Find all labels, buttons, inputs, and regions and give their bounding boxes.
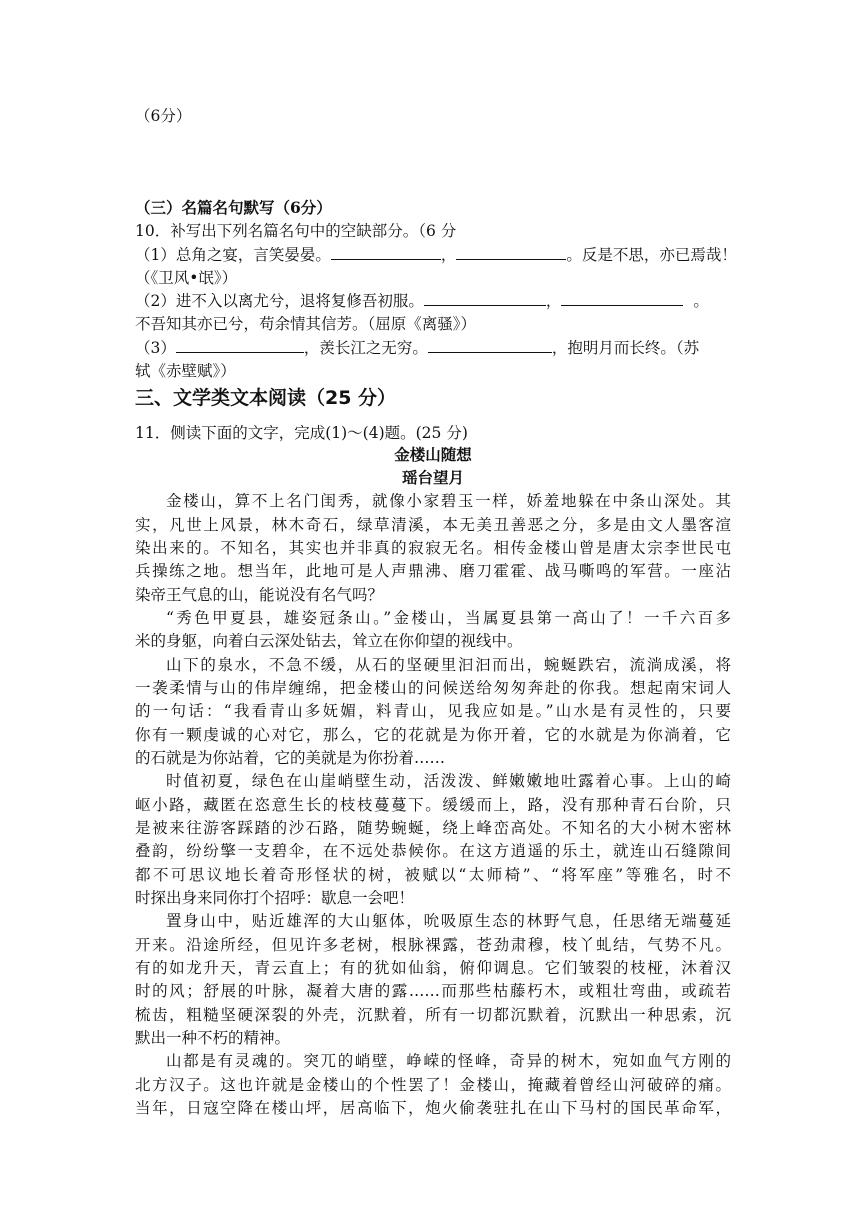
answer-blank[interactable] [424, 289, 546, 306]
article-line: 时值初夏，绿色在山崖峭壁生动，活泼泼、鲜嫩嫩地吐露着心事。上山的崎 [166, 772, 731, 790]
article-line: 都不可思议地长着奇形怪状的树，被赋以“太师椅”、“将军座”等雅名，时不 [135, 866, 731, 884]
article-line: “秀色甲夏县，雄姿冠条山。”金楼山，当属夏县第一高山了！一千六百多 [166, 609, 731, 627]
article-line: 兵操练之地。想当年，此地可是人声鼎沸、磨刀霍霍、战马嘶鸣的军营。一座沾 [135, 562, 731, 580]
article-line: 米的身躯，向着白云深处钻去，耸立在你仰望的视线中。 [135, 632, 523, 650]
q10-item-1: （1）总角之宴，言笑晏晏。 ， 。反是不思，亦已焉哉！ [135, 243, 731, 267]
article-line: 的石就是为你站着，它的美就是为你扮着…… [135, 749, 446, 767]
question-11-stem: 11．侧读下面的文字，完成(1)～(4)题。(25 分) [135, 424, 468, 442]
article-line: 当年，日寇空降在楼山坪，居高临下，炮火偷袭驻扎在山下马村的国民革命军， [135, 1099, 731, 1117]
q10-item-1-source: （《卫风•氓》） [135, 269, 238, 287]
article-line: 时探出身来同你打个招呼：歇息一会吧！ [135, 889, 415, 907]
article-line: 置身山中，贴近雄浑的大山躯体，吮吸原生态的林野气息，任思绪无端蔓延 [166, 912, 731, 930]
q10-item-3-cont: 轼《赤壁赋》） [135, 362, 236, 380]
article-line: 开来。沿途所经，但见许多老树，根脉裸露，苍劲肃穆，枝丫虬结，气势不凡。 [135, 936, 731, 954]
answer-blank[interactable] [176, 336, 304, 353]
answer-blank[interactable] [561, 289, 683, 306]
article-line: 梳齿，粗糙坚硬深裂的外壳，沉默着，所有一切都沉默着，沉默出一种思索，沉 [135, 1006, 731, 1024]
article-line: 金楼山，算不上名门闺秀，就像小家碧玉一样，娇羞地躲在中条山深处。其 [166, 492, 731, 510]
article-line: 山都是有灵魂的。突兀的峭壁，峥嵘的怪峰，奇异的树木，宛如血气方刚的 [166, 1052, 731, 1070]
q10-item-2: （2）进不入以离尤兮，退将复修吾初服。 ， 。 [135, 289, 731, 313]
article-line: 你有一颗虔诚的心对它，那么，它的花就是为你开着，它的水就是为你淌着，它 [135, 726, 731, 744]
q10-item-2-cont: 不吾知其亦已兮，苟余情其信芳。（屈原《离骚》） [135, 315, 477, 333]
article-line: 叠韵，纷纷擎一支碧伞，在不远处恭候你。在这方逍遥的乐土，就连山石缝隙间 [135, 842, 731, 860]
article-line: 实，凡世上风景，林木奇石，绿草清溪，本无美丑善恶之分，多是由文人墨客渲 [135, 516, 731, 534]
article-line: 有的如龙升天，青云直上；有的犹如仙翁，俯仰调息。它们皱裂的枝桠，沐着汉 [135, 959, 731, 977]
q10-item-3: （3） ，羡长江之无穷。 ，抱明月而长终。（苏 [135, 336, 731, 360]
score-note: （6分） [135, 107, 192, 125]
article-line: 一袭柔情与山的伟岸缠绵，把金楼山的问候送给匆匆奔赴的你我。想起南宋词人 [135, 679, 731, 697]
article-line: 时的风；舒展的叶脉，凝着大唐的露……而那些枯藤朽木，或粗壮弯曲，或疏若 [135, 982, 731, 1000]
article-line: 默出一种不朽的精神。 [135, 1029, 291, 1047]
article-title: 金楼山随想 [394, 445, 472, 464]
article-line: 染出来的。不知名，其实也并非真的寂寂无名。相传金楼山曾是唐太宗李世民屯 [135, 539, 731, 557]
answer-blank[interactable] [331, 243, 441, 260]
part-3-title: 三、文学类文本阅读（25 分） [135, 387, 397, 409]
article-line: 山下的泉水，不急不缓，从石的坚硬里汩汩而出，蜿蜒跌宕，流淌成溪，将 [166, 656, 731, 674]
article-line: 北方汉子。这也许就是金楼山的个性罢了！金楼山，掩藏着曾经山河破碎的痛。 [135, 1076, 731, 1094]
answer-blank[interactable] [428, 336, 552, 353]
answer-blank[interactable] [456, 243, 566, 260]
article-line: 是被来往游客踩踏的沙石路，随势蜿蜒，绕上峰峦高处。不知名的大小树木密林 [135, 819, 731, 837]
article-author: 瑶台望月 [401, 468, 464, 487]
article-line: 岖小路，藏匿在恣意生长的枝枝蔓蔓下。缓缓而上，路，没有那种青石台阶，只 [135, 796, 731, 814]
section-3-title: （三）名篇名句默写（6分） [135, 198, 332, 217]
article-line: 染帝王气息的山，能说没有名气吗？ [135, 586, 384, 604]
article-line: 的一句话：“我看青山多妩媚，料青山，见我应如是。”山水是有灵性的，只要 [135, 702, 731, 720]
question-10-stem: 10．补写出下列名篇名句中的空缺部分。（6 分 [135, 222, 457, 240]
